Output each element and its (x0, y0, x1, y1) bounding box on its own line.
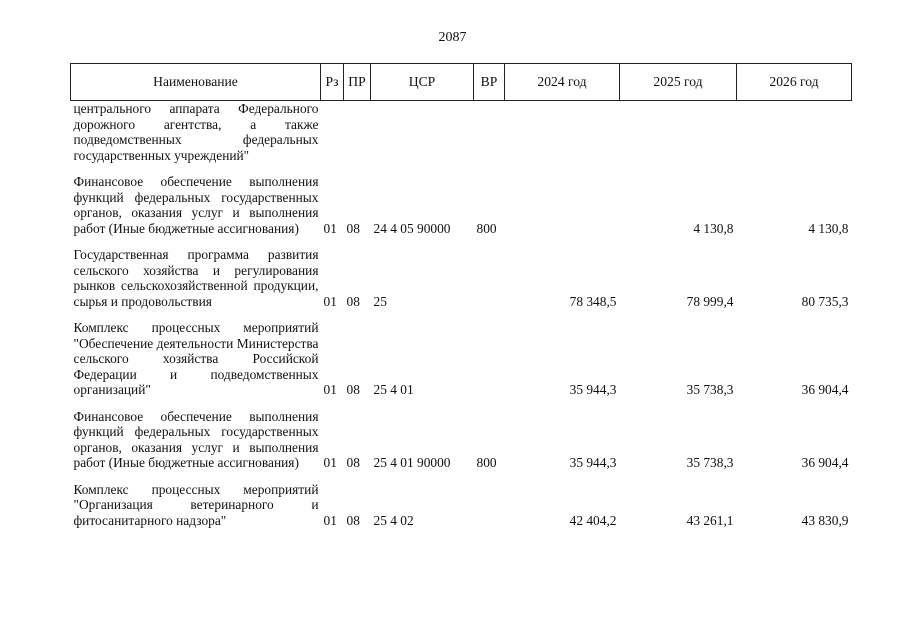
row-pr: 08 (346, 512, 360, 528)
row-2024: 42 404,2 (569, 512, 617, 528)
column-header-pr: ПР (344, 64, 371, 101)
row-csr: 25 4 01 90000 (373, 455, 451, 470)
row-2025: 35 738,3 (686, 455, 734, 470)
row-rz (321, 101, 344, 175)
table-header-row (71, 64, 852, 101)
row-name: Комплекс процессных мероприятий "Обеспечение деятельности Министерства сельского хозяйства Российской Федерации и подведомственных организаций" (73, 320, 319, 397)
row-pr: 08 (346, 382, 360, 397)
row-2024 (505, 101, 620, 175)
row-pr: 08 (346, 455, 360, 470)
row-rz: 01 (323, 220, 337, 236)
row-vr: 800 (476, 220, 497, 236)
row-2025: 78 999,4 (686, 293, 734, 309)
row-csr (371, 101, 474, 175)
row-2025: 35 738,3 (686, 382, 734, 397)
row-2026: 36 904,4 (801, 455, 849, 470)
row-pr: 08 (346, 293, 360, 309)
row-csr: 24 4 05 90000 (373, 220, 451, 236)
row-vr (474, 320, 505, 409)
column-header-2024: 2024 год (505, 64, 620, 101)
row-2026: 43 830,9 (801, 512, 849, 528)
row-vr (474, 247, 505, 320)
row-rz: 01 (323, 382, 337, 397)
table-row (71, 101, 852, 175)
row-rz: 01 (323, 512, 337, 528)
page-number: 2087 (438, 30, 467, 45)
row-2026: 36 904,4 (801, 382, 849, 397)
row-pr: 08 (346, 220, 360, 236)
column-header-vr: ВР (474, 64, 505, 101)
row-vr (474, 101, 505, 175)
row-vr (474, 482, 505, 540)
row-name: Государственная программа развития сельского хозяйства и регулирования рынков сельскохозяйственной продукции, сырья и продовольствия (73, 247, 319, 309)
row-name: Финансовое обеспечение выполнения функций федеральных государственных органов, оказания услуг и выполнения работ (Иные бюджетные ассигнования) (73, 408, 319, 470)
table-row (71, 247, 852, 320)
table-row (71, 174, 852, 247)
row-2025: 4 130,8 (693, 220, 734, 236)
row-csr: 25 4 01 (373, 382, 414, 397)
row-name: центрального аппарата Федерального дорожного агентства, а также подведомственных федеральных государственных учреждений" (73, 101, 319, 163)
row-rz: 01 (323, 455, 337, 470)
row-2024: 78 348,5 (569, 293, 617, 309)
table-row (71, 409, 852, 482)
row-2026 (737, 101, 852, 175)
row-2024: 35 944,3 (569, 455, 617, 470)
row-vr: 800 (476, 455, 497, 470)
row-2024 (505, 174, 620, 247)
table-row (71, 482, 852, 540)
row-2024: 35 944,3 (569, 382, 617, 397)
column-header-name: Наименование (71, 64, 321, 101)
row-csr: 25 (373, 293, 387, 309)
column-header-csr: ЦСР (371, 64, 474, 101)
row-2025 (620, 101, 737, 175)
row-name: Финансовое обеспечение выполнения функций федеральных государственных органов, оказания услуг и выполнения работ (Иные бюджетные ассигнования) (73, 174, 319, 236)
column-header-2026: 2026 год (737, 64, 852, 101)
row-rz: 01 (323, 293, 337, 309)
column-header-rz: Рз (321, 64, 344, 101)
column-header-2025: 2025 год (620, 64, 737, 101)
row-2025: 43 261,1 (686, 512, 734, 528)
row-2026: 80 735,3 (801, 293, 849, 309)
table-row (71, 320, 852, 409)
row-name: Комплекс процессных мероприятий "Организация ветеринарного и фитосанитарного надзора" (73, 481, 319, 528)
budget-table (70, 63, 852, 539)
row-csr: 25 4 02 (373, 512, 414, 528)
row-2026: 4 130,8 (808, 220, 849, 236)
row-pr (344, 101, 371, 175)
